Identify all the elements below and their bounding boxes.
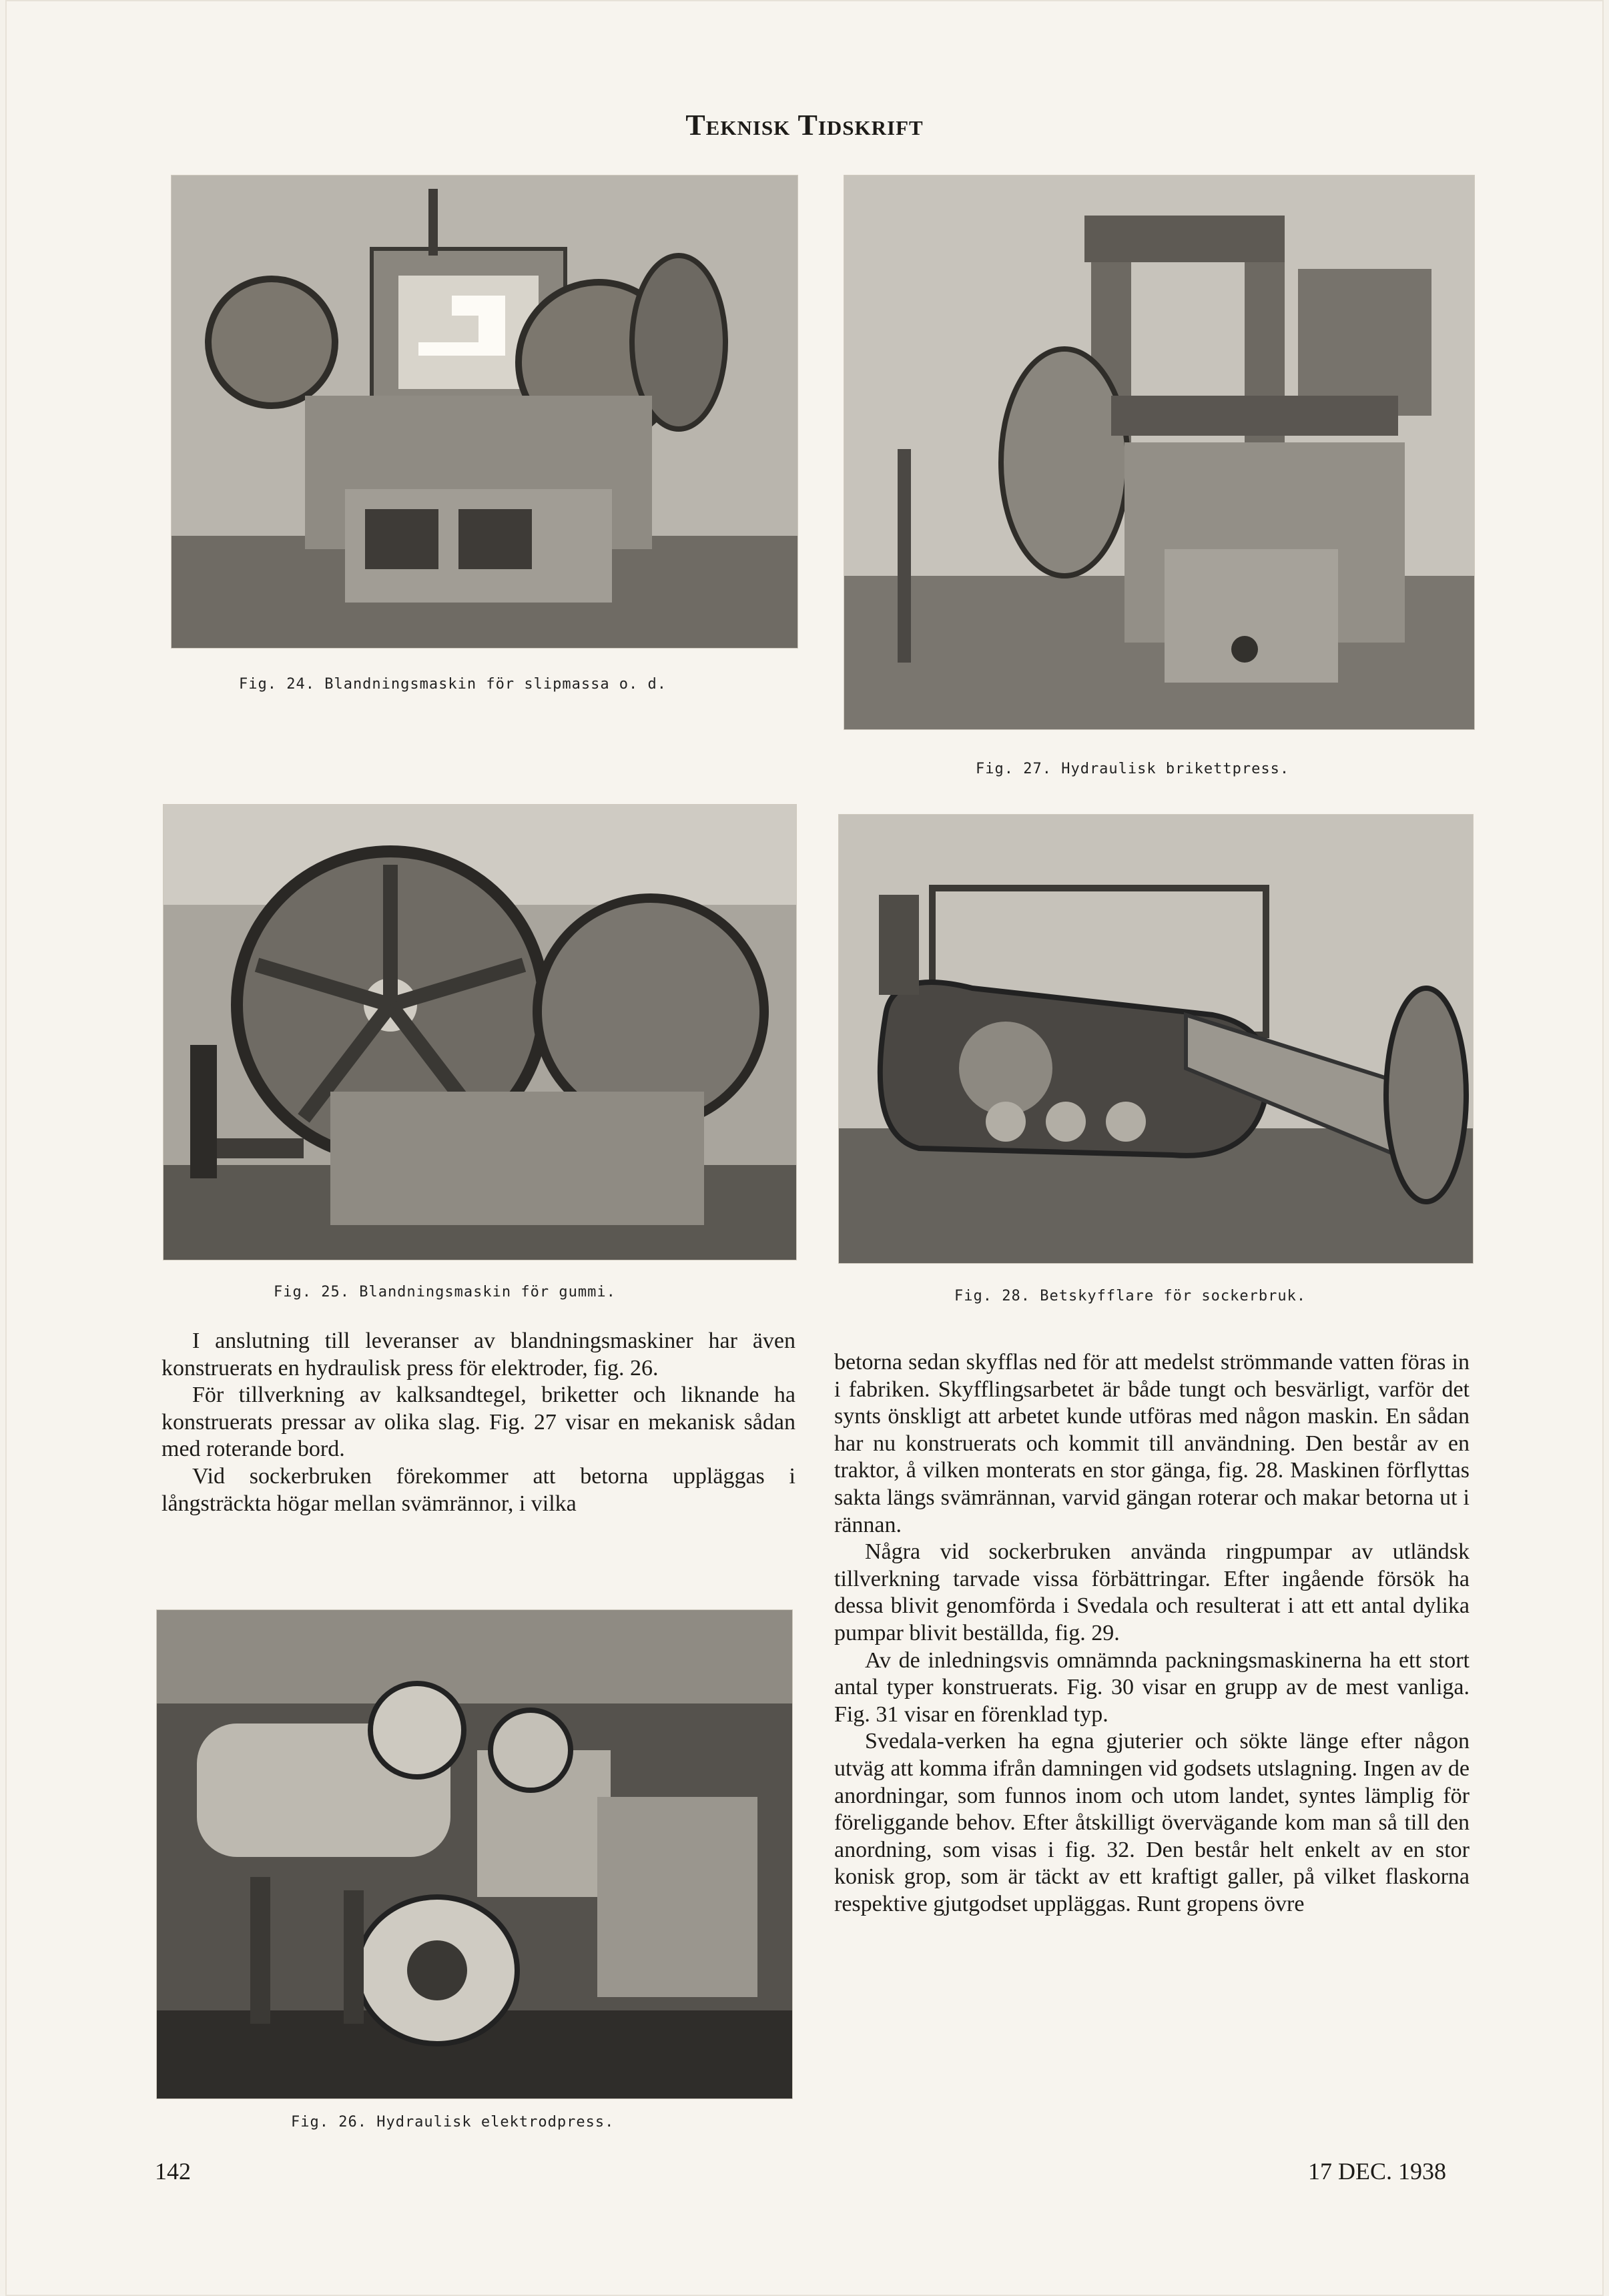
figure-28-caption: Fig. 28. Betskyfflare för sockerbruk. xyxy=(954,1288,1307,1304)
left-column-text xyxy=(162,1328,795,1517)
paragraph: I anslutning till leveranser av blandningsmaskiner har även konstruerats en hydraulisk press för elektroder, fig. 26. xyxy=(162,1328,795,1381)
page-number: 142 xyxy=(155,2158,191,2185)
figure-25-photo xyxy=(163,804,797,1260)
journal-header: Teknisk Tidskrift xyxy=(685,109,924,141)
figure-28-photo xyxy=(838,814,1474,1264)
rubber-mixer-illustration xyxy=(164,805,796,1260)
paragraph: Några vid sockerbruken använda ringpumpar av utländsk tillverkning tarvade vissa förbättringar. Efter ingående försök ha dessa blivit genomförda i Svedala och resulterat i att ett antal dylika pumpar blivit beställda, fig. 29. xyxy=(834,1539,1470,1645)
beet-shovel-tractor-illustration xyxy=(839,815,1473,1263)
paragraph: Vid sockerbruken förekommer att betorna uppläggas i långsträckta högar mellan svämrännor, i vilka xyxy=(162,1463,795,1516)
figure-24-caption: Fig. 24. Blandningsmaskin för slipmassa o. d. xyxy=(239,676,667,693)
blending-machine-illustration xyxy=(172,175,797,648)
figure-27-caption: Fig. 27. Hydraulisk brikettpress. xyxy=(976,761,1290,777)
paragraph: betorna sedan skyfflas ned för att medelst strömmande vatten föras in i fabriken. Skyfflingsarbetet är både tungt och besvärligt, varför det synts önskligt att arbetet kunde utföras med någon maskin. En sådan har nu konstruerats och kommit till användning. Den består av en traktor, å vilken monterats en stor gänga, fig. 28. Maskinen förflyttas sakta längs svämrännan, varvid gängan roterar och makar betorna ut i rännan. xyxy=(834,1350,1470,1537)
figure-26-photo xyxy=(156,1609,793,2099)
figure-25-caption: Fig. 25. Blandningsmaskin för gummi. xyxy=(274,1284,616,1300)
figure-27-photo xyxy=(844,175,1475,730)
briquette-press-illustration xyxy=(844,175,1474,729)
paragraph: Svedala-verken ha egna gjuterier och sökte länge efter någon utväg att komma ifrån damningen vid godsets utslagning. Ingen av de anordningar, som funnos inom och utom landet, syntes lämplig för föreliggande behov. Efter åtskilligt övervägande kom man så till den anordning, som visas i fig. 32. Den består helt enkelt av en stor konisk grop, som är täckt av ett kraftigt galler, på vilket flaskorna respektive gjutgodset uppläggas. Runt gropens övre xyxy=(834,1729,1470,1916)
issue-date: 17 DEC. 1938 xyxy=(1308,2158,1446,2185)
paragraph: Av de inledningsvis omnämnda packningsmaskinerna ha ett stort antal typer konstruerats. Fig. 30 visar en grupp av de mest vanliga. Fig. 31 visar en förenklad typ. xyxy=(834,1647,1470,1727)
figure-26-caption: Fig. 26. Hydraulisk elektrodpress. xyxy=(291,2114,615,2131)
paragraph: För tillverkning av kalksandtegel, briketter och liknande ha konstruerats pressar av olika slag. Fig. 27 visar en mekanisk sådan med roterande bord. xyxy=(162,1383,795,1462)
electrode-press-illustration xyxy=(157,1610,792,2098)
right-column-text xyxy=(834,1349,1470,1918)
figure-24-photo xyxy=(171,175,798,649)
